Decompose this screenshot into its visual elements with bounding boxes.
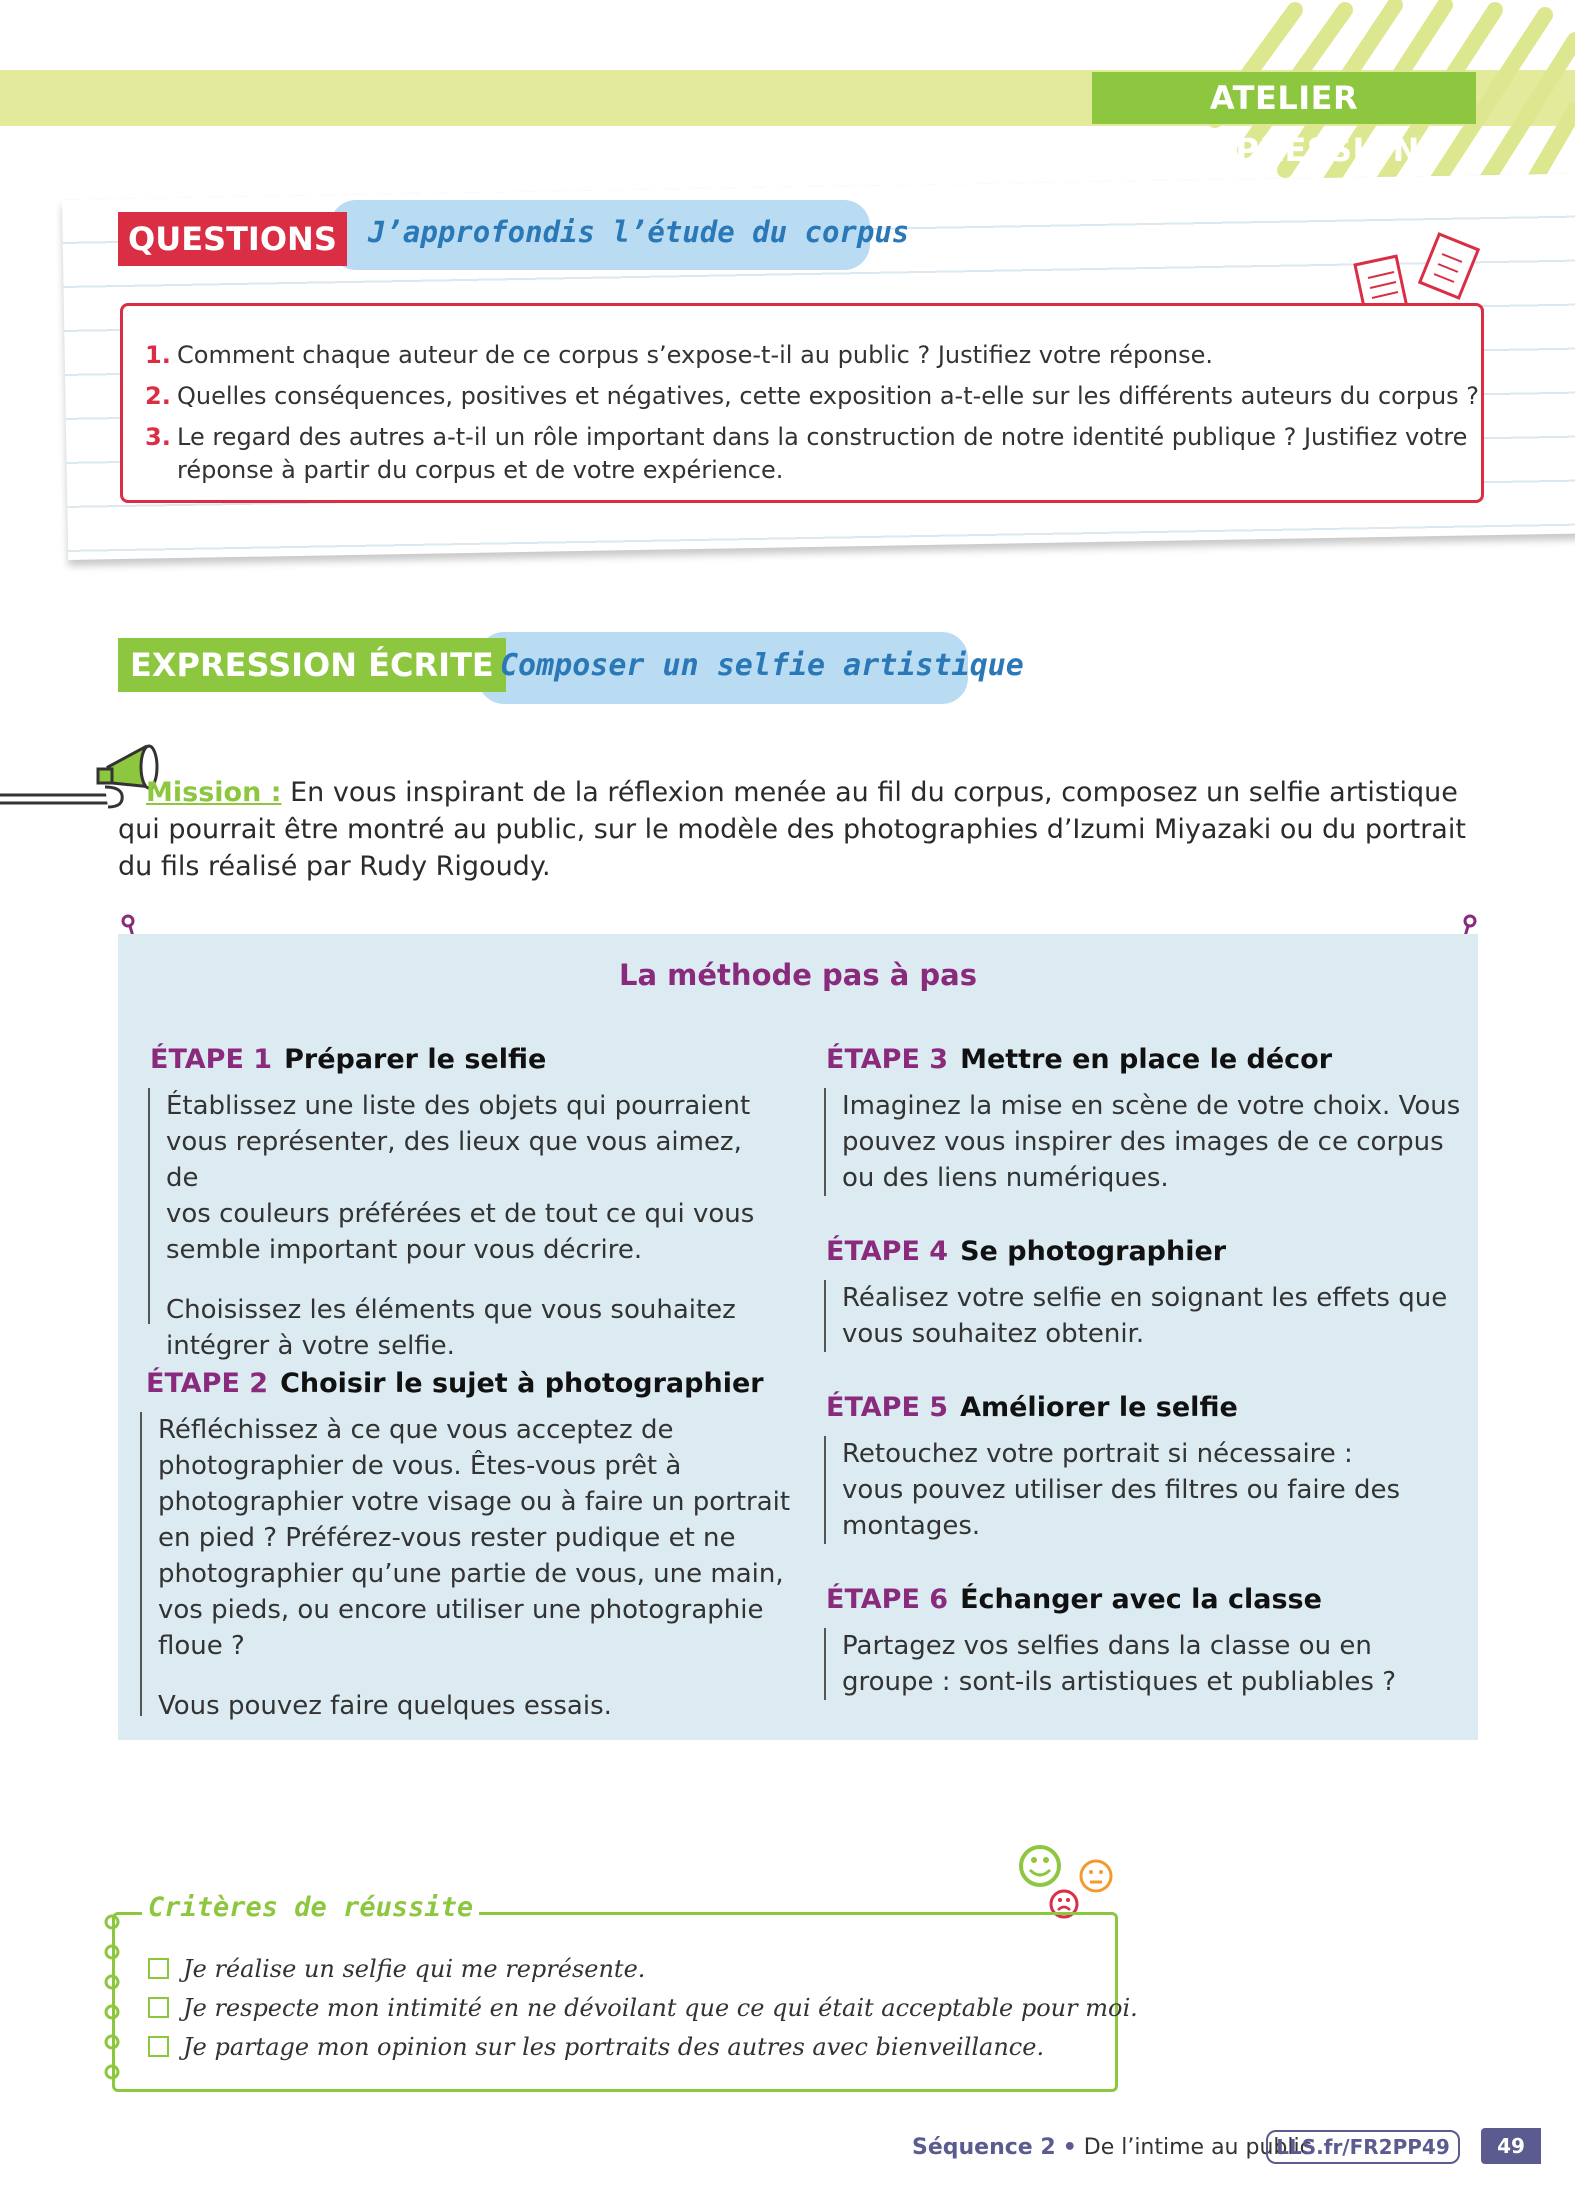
footer-sequence: Séquence 2 • De l’intime au public <box>912 2135 1312 2160</box>
expression-title: Composer un selfie artistique <box>500 648 1024 683</box>
step-body: Établissez une liste des objets qui pourraient vous représenter, des lieux que vous aimez, de vos couleurs préférées et de tout ce qui vous semble important pour vous décrire. Choisissez les éléments que vous souhaitez intégrer à votre selfie. <box>148 1088 766 1324</box>
page-number: 49 <box>1481 2128 1541 2164</box>
mission-label: Mission : <box>146 777 282 808</box>
question-item: 1. Comment chaque auteur de ce corpus s’expose-t-il au public ? Justifiez votre réponse. <box>145 341 1213 369</box>
step-heading: ÉTAPE 1 Préparer le selfie <box>150 1044 547 1075</box>
spiral-binding <box>100 1908 136 2088</box>
step-body: Réfléchissez à ce que vous acceptez de photographier de vous. Êtes-vous prêt à photographier votre visage ou à faire un portrait en pied ? Préférez-vous rester pudique et ne photographier qu’une partie de vous, une main, vos pieds, ou encore utiliser une photographie floue ? Vous pouvez faire quelques essais. <box>140 1412 798 1716</box>
question-item: 3. Le regard des autres a-t-il un rôle important dans la construction de notre identité publique ? Justifiez votre <box>145 423 1468 451</box>
step-heading: ÉTAPE 3 Mettre en place le décor <box>826 1044 1333 1075</box>
step-heading: ÉTAPE 4 Se photographier <box>826 1236 1227 1267</box>
question-item-continued: réponse à partir du corpus et de votre expérience. <box>177 456 784 484</box>
criteria-item: Je réalise un selfie qui me représente. <box>148 1955 645 1983</box>
step-body: Partagez vos selfies dans la classe ou en groupe : sont-ils artistiques et publiables ? <box>824 1628 1462 1700</box>
step-heading: ÉTAPE 2 Choisir le sujet à photographier <box>146 1368 764 1399</box>
step-heading: ÉTAPE 6 Échanger avec la classe <box>826 1584 1322 1615</box>
checkbox[interactable] <box>148 2036 169 2057</box>
section-badge: ATELIER D’EXPRESSION <box>1092 72 1476 124</box>
step-body: Réalisez votre selfie en soignant les effets que vous souhaitez obtenir. <box>824 1280 1462 1352</box>
step-body: Retouchez votre portrait si nécessaire : vous pouvez utiliser des filtres ou faire des montages. <box>824 1436 1462 1544</box>
questions-box <box>120 303 1484 503</box>
footer-link[interactable]: LLS.fr/FR2PP49 <box>1266 2130 1460 2164</box>
step-body: Imaginez la mise en scène de votre choix. Vous pouvez vous inspirer des images de ce corpus ou des liens numériques. <box>824 1088 1462 1196</box>
criteria-title: Critères de réussite <box>142 1892 479 1923</box>
step-heading: ÉTAPE 5 Améliorer le selfie <box>826 1392 1238 1423</box>
mission-text: Mission : En vous inspirant de la réflexion menée au fil du corpus, composez un selfie artistique qui pourrait être montré au public, sur le modèle des photographies d’Izumi Miyazaki ou du portrait du fils réalisé par Rudy Rigoudy. <box>118 777 1466 882</box>
criteria-item: Je partage mon opinion sur les portraits des autres avec bienveillance. <box>148 2033 1044 2061</box>
questions-label: QUESTIONS <box>118 212 347 266</box>
smiley-icons <box>1010 1842 1130 1922</box>
method-title: La méthode pas à pas <box>619 958 977 992</box>
questions-title: J’approfondis l’étude du corpus <box>368 215 910 249</box>
criteria-item: Je respecte mon intimité en ne dévoilant que ce qui était acceptable pour moi. <box>148 1994 1138 2022</box>
question-item: 2. Quelles conséquences, positives et négatives, cette exposition a-t-elle sur les différents auteurs du corpus ? <box>145 382 1480 410</box>
expression-label: EXPRESSION ÉCRITE <box>118 638 506 692</box>
checkbox[interactable] <box>148 1958 169 1979</box>
checkbox[interactable] <box>148 1997 169 2018</box>
